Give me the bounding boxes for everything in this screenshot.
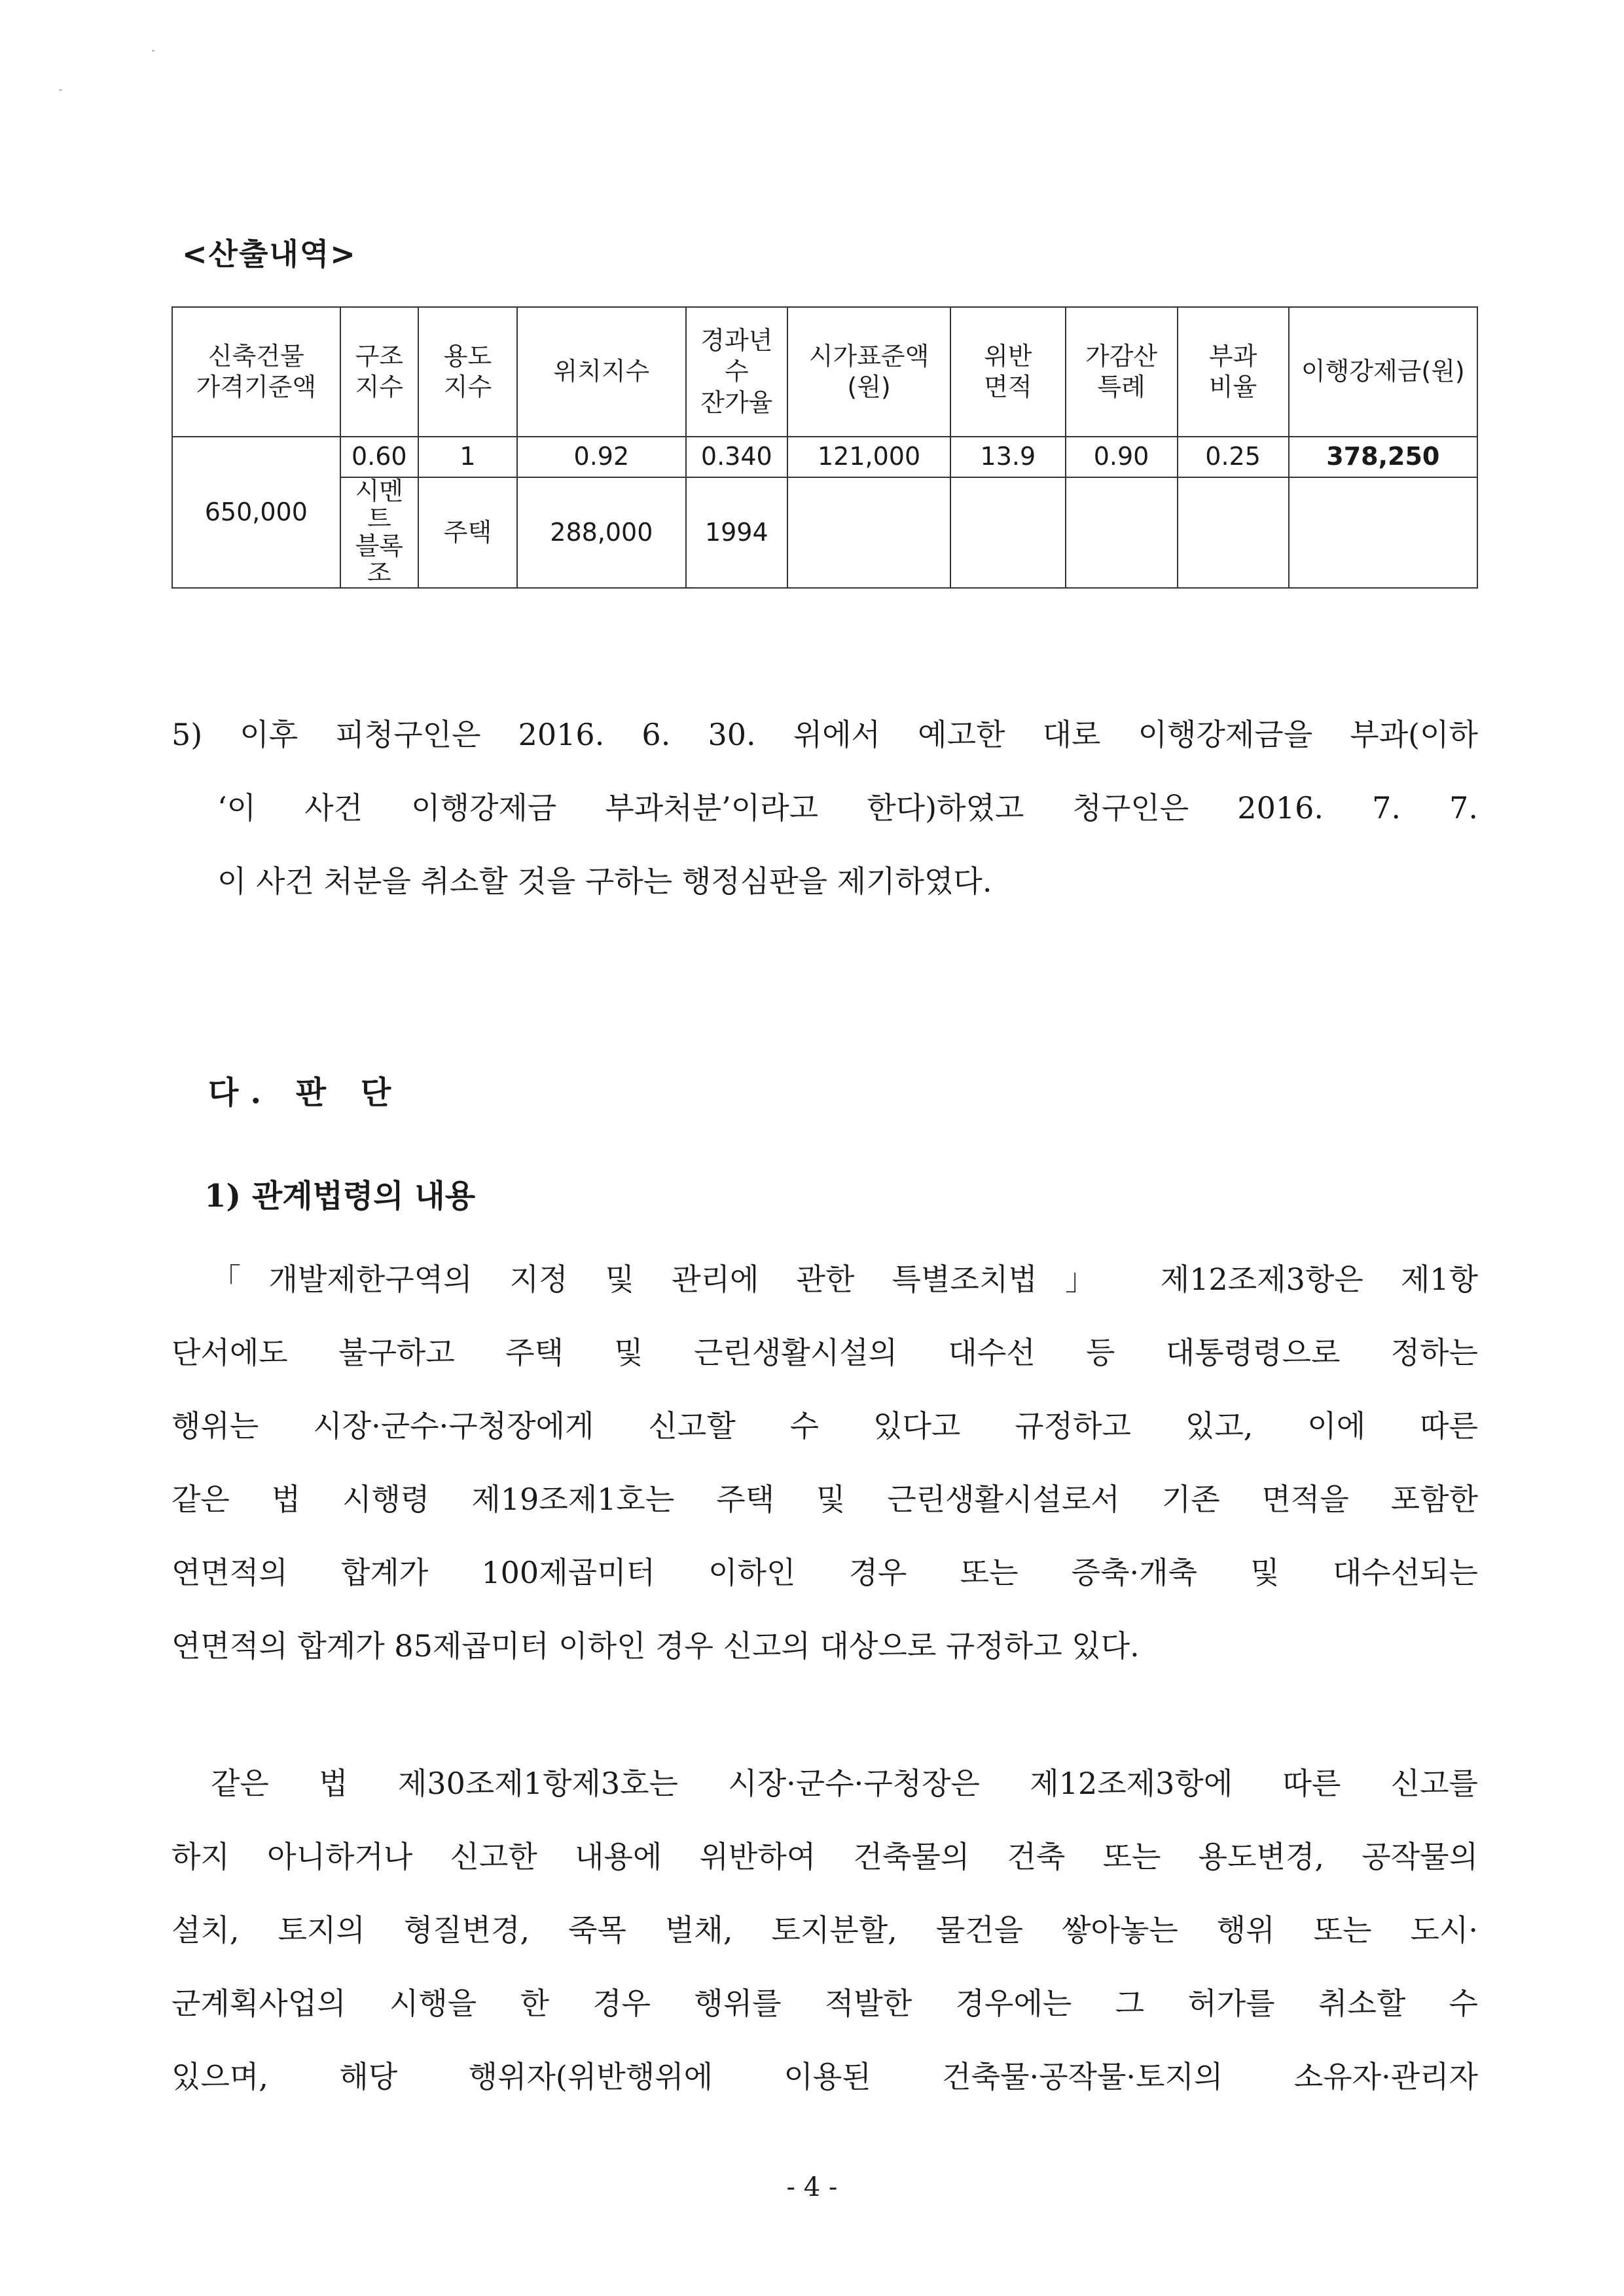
table-cell: 0.90 [1066,437,1178,477]
laws-paragraph-2 [171,1747,1478,2113]
paragraph-line: 이 사건 처분을 취소할 것을 구하는 행정심판을 제기하였다. [217,864,992,899]
header-base-price: 신축건물 가격기준액 [172,307,340,437]
table-cell [1178,477,1289,588]
table-cell: 13.9 [950,437,1065,477]
table-cell [950,477,1065,588]
table-cell [787,477,950,588]
table-cell: 0.92 [517,437,686,477]
item-5-paragraph [171,698,1478,918]
subsection-heading-laws: 1) 관계법령의 내용 [204,1178,476,1214]
paragraph-line: 군계획사업의 시행을 한 경우 행위를 적발한 경우에는 그 허가를 취소할 수 [171,1986,1478,2021]
table-cell: 주택 [418,477,517,588]
header-violation-area: 위반 면적 [950,307,1065,437]
paragraph-line: 설치, 토지의 형질변경, 죽목 벌채, 토지분할, 물건을 쌓아놓는 행위 또는 도시· [171,1912,1478,1948]
header-levy-ratio: 부과 비율 [1178,307,1289,437]
calculation-table [171,306,1478,589]
table-cell: 0.340 [686,437,787,477]
table-cell [1289,477,1477,588]
scan-speck [152,50,154,52]
table-cell: 0.60 [340,437,418,477]
table-row [172,477,1477,588]
header-standard-price: 시가표준액(원) [787,307,950,437]
table-cell [1066,477,1178,588]
paragraph-line: 5) 이후 피청구인은 2016. 6. 30. 위에서 예고한 대로 이행강제금을 부과(이하 [171,717,1478,752]
cell-penalty-amount: 378,250 [1289,437,1477,477]
table-header-row [172,307,1477,437]
paragraph-line: 「개발제한구역의 지정 및 관리에 관한 특별조치법」 제12조제3항은 제1항 [211,1262,1478,1297]
cell-structure-type: 시멘트 블록조 [340,477,418,588]
paragraph-line: 같은 법 시행령 제19조제1호는 주택 및 근린생활시설로서 기존 면적을 포함한 [171,1482,1478,1517]
paragraph-line: 같은 법 제30조제1항제3호는 시장·군수·구청장은 제12조제3항에 따른 신고를 [211,1766,1478,1801]
table-row [172,437,1477,477]
table-cell: 0.25 [1178,437,1289,477]
header-location-index: 위치지수 [517,307,686,437]
cell-base-price: 650,000 [172,437,340,588]
table-cell: 1 [418,437,517,477]
header-use-index: 용도 지수 [418,307,517,437]
paragraph-line: 단서에도 불구하고 주택 및 근린생활시설의 대수선 등 대통령령으로 정하는 [171,1335,1478,1370]
laws-paragraph-1 [171,1243,1478,1683]
header-structure-index: 구조 지수 [340,307,418,437]
paragraph-line: 연면적의 합계가 100제곱미터 이하인 경우 또는 증축·개축 및 대수선되는 [171,1555,1478,1590]
calculation-caption: <산출내역> [182,236,357,272]
header-penalty: 이행강제금(원) [1289,307,1477,437]
table-cell: 121,000 [787,437,950,477]
paragraph-line: 행위는 시장·군수·구청장에게 신고할 수 있다고 규정하고 있고, 이에 따른 [171,1408,1478,1444]
paragraph-line: 연면적의 합계가 85제곱미터 이하인 경우 신고의 대상으로 규정하고 있다. [171,1628,1140,1664]
paragraph-line: ‘이 사건 이행강제금 부과처분’이라고 한다)하였고 청구인은 2016. 7. 7. [217,790,1478,826]
header-adjustment: 가감산 특례 [1066,307,1178,437]
page-number: - 4 - [786,2172,838,2202]
section-heading-judgment: 다. 판 단 [208,1074,403,1111]
table-cell: 288,000 [517,477,686,588]
paragraph-line: 하지 아니하거나 신고한 내용에 위반하여 건축물의 건축 또는 용도변경, 공작물의 [171,1839,1478,1874]
table-cell: 1994 [686,477,787,588]
scan-speck [59,89,62,91]
paragraph-line: 있으며, 해당 행위자(위반행위에 이용된 건축물·공작물·토지의 소유자·관리자 [171,2059,1478,2094]
header-residual-rate: 경과년수 잔가율 [686,307,787,437]
